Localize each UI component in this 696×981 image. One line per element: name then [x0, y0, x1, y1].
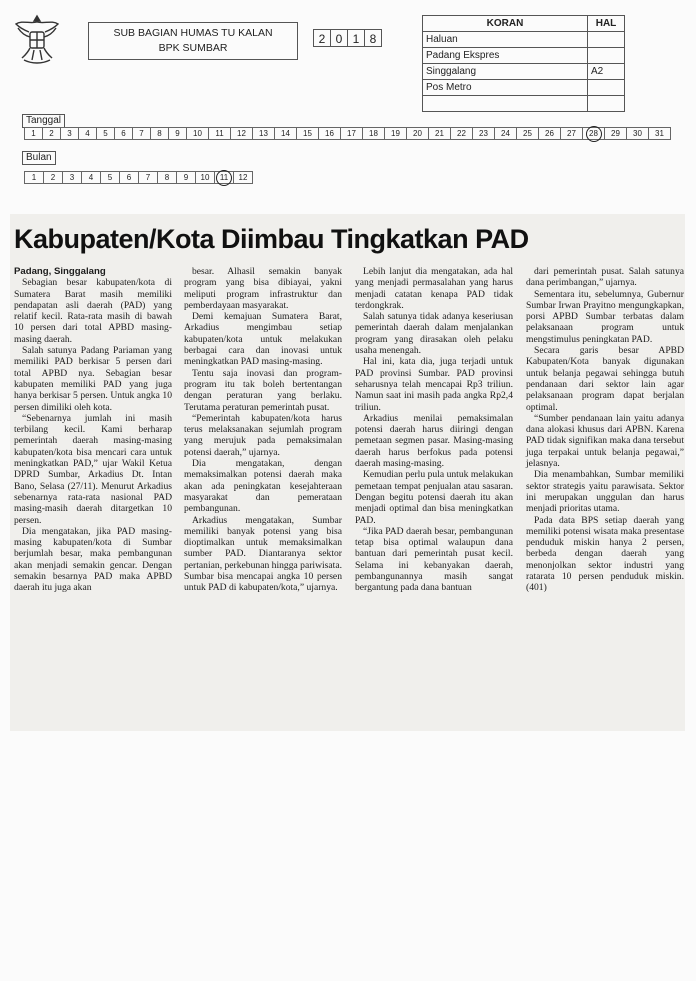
koran-hal [588, 96, 625, 112]
bulan-row [25, 171, 253, 184]
tanggal-day-cell: 18 [362, 127, 385, 140]
tanggal-day-cell: 25 [516, 127, 539, 140]
tanggal-day-cell: 10 [186, 127, 209, 140]
koran-name: Singgalang [423, 64, 588, 80]
tanggal-day-cell: 15 [296, 127, 319, 140]
tanggal-row [25, 127, 671, 140]
garuda-emblem-icon [12, 10, 62, 66]
article-paragraph: besar. Alhasil semakin banyak program yang bisa dibiayai, yakni meliputi program infrastruktur dan pemberdayaan masyarakat. [184, 266, 342, 311]
bulan-month-cell: 2 [43, 171, 63, 184]
tanggal-day-cell: 3 [60, 127, 79, 140]
tanggal-day-cell: 21 [428, 127, 451, 140]
tanggal-day-cell: 24 [494, 127, 517, 140]
article-paragraph: Hal ini, kata dia, juga terjadi untuk PAD provinsi Sumbar. PAD provinsi seharusnya telah mencapai Rp3 triliun. Namun saat ini masih pada angka Rp2,4 triliun. [355, 356, 513, 413]
bulan-month-cell: 6 [119, 171, 139, 184]
article-paragraph: Secara garis besar APBD Kabupaten/Kota banyak digunakan untuk belanja pegawai sehingga butuh pendanaan dari sektor lain agar pelaksanaan program dapat berjalan optimal. [526, 345, 684, 413]
tanggal-day-cell: 4 [78, 127, 97, 140]
article-paragraph: Pada data BPS setiap daerah yang memiliki potensi wisata maka presentase penduduk miskin hanya 2 persen, berbeda dengan daerah yang menonjolkan sektor industri yang ratarata 10 persen penduduk miskin. (401) [526, 514, 684, 594]
bulan-month-cell: 11 [214, 171, 234, 184]
article-paragraph: “Sebenarnya jumlah ini masih terbilang kecil. Kami berharap pemerintah daerah masing-masing kabupaten/kota bisa mencari cara untuk meningkatkan PAD,” ujar Wakil Ketua DPRD Sumbar, Arkadius Dt. Intan Bano, Selasa (27/11). Menurut Arkadius sebenarnya rata-rata nasional PAD masing-masih daerah ditargetkan 10 persen. [14, 412, 172, 526]
tanggal-day-cell: 29 [604, 127, 627, 140]
bulan-month-cell: 8 [157, 171, 177, 184]
article-paragraph: Dia menambahkan, Sumbar memiliki sektor strategis yaitu parawisata. Sektor ini merupakan unggulan dan harus menjadi prioritas utama. [526, 469, 684, 515]
tanggal-label: Tanggal [22, 114, 65, 128]
tanggal-day-cell: 19 [384, 127, 407, 140]
koran-name: Pos Metro [423, 80, 588, 96]
tanggal-day-cell: 13 [252, 127, 275, 140]
article-paragraph: “Sumber pendanaan lain yaitu adanya dana alokasi khusus dari APBN. Karena PAD tidak signifikan maka dana tersebut juga terpakai untuk belanja pegawai,” jelasnya. [526, 412, 684, 470]
article-paragraph: Arkadius mengatakan, Sumbar memiliki banyak potensi yang bisa dioptimalkan untuk memaksimalkan sumber PAD. Diantaranya sektor pertanian, perkebunan hingga pariwisata. Sumbar bisa mencapai angka 10 persen untuk PAD di kabupaten/kota,” ujarnya. [184, 514, 342, 594]
tanggal-day-cell: 22 [450, 127, 473, 140]
article-paragraph: Dia mengatakan, dengan memaksimalkan potensi daerah maka akan ada peningkatan kesejahteraan masyarakat dan pemerataan pembangunan. [184, 458, 342, 515]
article-paragraph: Tentu saja inovasi dan program-program itu tak boleh bertentangan dengan peraturan yang berlaku. Terutama peraturan pemerintah pusat. [184, 367, 342, 413]
tanggal-day-cell: 26 [538, 127, 561, 140]
tanggal-day-cell: 8 [150, 127, 169, 140]
tanggal-day-cell: 9 [168, 127, 187, 140]
tanggal-day-cell: 14 [274, 127, 297, 140]
article-column-4 [526, 266, 684, 594]
bulan-month-cell: 4 [81, 171, 101, 184]
tanggal-day-cell: 1 [24, 127, 43, 140]
org-header-box [88, 22, 298, 60]
hal-header: HAL [588, 16, 625, 32]
tanggal-day-cell: 2 [42, 127, 61, 140]
bulan-month-cell: 9 [176, 171, 196, 184]
koran-hal [588, 80, 625, 96]
bulan-month-cell: 12 [233, 171, 253, 184]
article-paragraph: Sebagian besar kabupaten/kota di Sumatera Barat masih memiliki pendapatan asli daerah (PAD) yang relatif kecil. Rata-rata masih di bawah 10 persen dari total APBD masing-masing daerah. [14, 277, 172, 345]
koran-name: Padang Ekspres [423, 48, 588, 64]
article-paragraph: Sementara itu, sebelumnya, Gubernur Sumbar Irwan Prayitno mengungkapkan, porsi APBD Sumbar terbatas dalam pelaksanaan program untuk mengstimulus peningkatan PAD. [526, 288, 684, 345]
article-column-1 [14, 266, 172, 594]
tanggal-day-cell: 28 [582, 127, 605, 140]
year-digit: 8 [364, 29, 382, 47]
tanggal-day-cell: 11 [208, 127, 231, 140]
tanggal-day-cell: 6 [114, 127, 133, 140]
tanggal-day-cell: 23 [472, 127, 495, 140]
tanggal-day-cell: 31 [648, 127, 671, 140]
year-box [314, 29, 382, 47]
bulan-month-cell: 3 [62, 171, 82, 184]
article-paragraph: Dia mengatakan, jika PAD masing-masing kabupaten/kota di Sumbar berjumlah besar, maka pembangunan akan menjadi semakin gencar. Dengan semakin besarnya PAD maka APBD daerah itu juga akan [14, 525, 172, 594]
tanggal-day-cell: 17 [340, 127, 363, 140]
koran-hal: A2 [588, 64, 625, 80]
article-paragraph: Lebih lanjut dia mengatakan, ada hal yang menjadi permasalahan yang harus menjadi catatan kenapa PAD tidak terdongkrak. [355, 266, 513, 311]
article-headline: Kabupaten/Kota Diimbau Tingkatkan PAD [14, 224, 529, 254]
koran-name: Haluan [423, 32, 588, 48]
article-paragraph: “Jika PAD daerah besar, pembangunan tetap bisa optimal walaupun dana bantuan dari pemerintah pusat kecil. Selama ini kebanyakan daerah, pembangunannya masih sangat bergantung pada dana bantuan [355, 525, 513, 594]
bulan-month-cell: 5 [100, 171, 120, 184]
year-digit: 0 [330, 29, 348, 47]
org-line1: SUB BAGIAN HUMAS TU KALAN [113, 27, 273, 39]
article-paragraph: “Pemerintah kabupaten/kota harus terus melaksanakan sejumlah program yang merujuk pada pemaksimalan potensi daerah,” ujarnya. [184, 412, 342, 458]
year-digit: 2 [313, 29, 331, 47]
koran-table [422, 15, 625, 112]
article-dateline: Padang, Singgalang [14, 266, 106, 277]
article-column-2 [184, 266, 342, 594]
koran-header: KORAN [423, 16, 588, 32]
org-line2: BPK SUMBAR [158, 42, 228, 54]
year-digit: 1 [347, 29, 365, 47]
tanggal-day-cell: 5 [96, 127, 115, 140]
article-paragraph: Salah satunya Padang Pariaman yang memiliki PAD berkisar 5 persen dari total APBD nya. Sebagian besar kabupaten memiliki PAD yang juga hanya berkisar 5 persen. Untuk angka 10 persen dimiliki oleh kota. [14, 345, 172, 413]
tanggal-day-cell: 12 [230, 127, 253, 140]
tanggal-day-cell: 30 [626, 127, 649, 140]
koran-hal [588, 32, 625, 48]
tanggal-day-cell: 7 [132, 127, 151, 140]
koran-name [423, 96, 588, 112]
article-paragraph: Demi kemajuan Sumatera Barat, Arkadius mengimbau setiap kabupaten/kota untuk melakukan berbagai cara dan inovasi untuk meningkatkan PAD masing-masing. [184, 311, 342, 368]
koran-hal [588, 48, 625, 64]
article-paragraph: Salah satunya tidak adanya keseriusan pemerintah daerah dalam menjalankan program yang dirasakan oleh pelaku usaha menengah. [355, 311, 513, 357]
tanggal-day-cell: 16 [318, 127, 341, 140]
bulan-month-cell: 7 [138, 171, 158, 184]
article-column-3 [355, 266, 513, 594]
tanggal-day-cell: 20 [406, 127, 429, 140]
tanggal-day-cell: 27 [560, 127, 583, 140]
article-paragraph: Kemudian perlu pula untuk melakukan pemetaan tempat penjualan atau sasaran. Dengan begitu potensi daerah itu akan menjadi optimal dan bisa meningkatkan PAD. [355, 469, 513, 526]
article-paragraph: Arkadius menilai pemaksimalan potensi daerah harus diiringi dengan pemetaan segmen pasar. Masing-masing daerah harus berfokus pada potensi daerah masing-masing. [355, 412, 513, 470]
bulan-month-cell: 10 [195, 171, 215, 184]
article-paragraph: dari pemerintah pusat. Salah satunya dana perimbangan,” ujarnya. [526, 266, 684, 289]
bulan-label: Bulan [22, 151, 56, 165]
bulan-month-cell: 1 [24, 171, 44, 184]
